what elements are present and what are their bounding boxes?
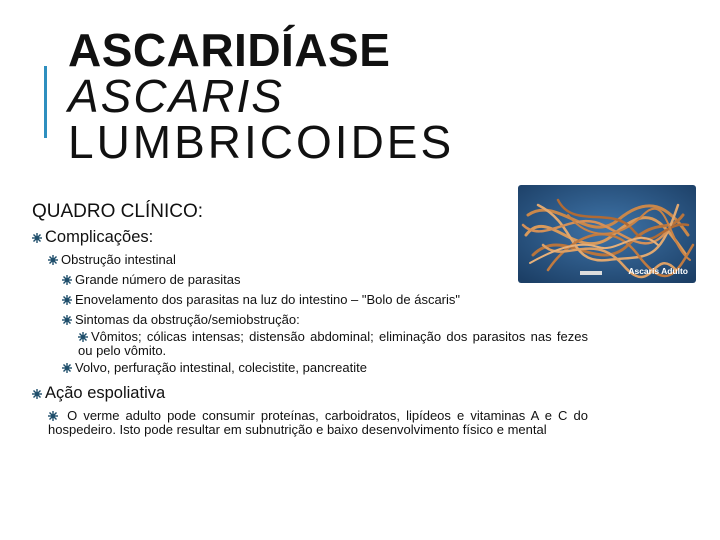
- list-item: [32, 380, 592, 406]
- list-item: [48, 250, 592, 270]
- list-item: [48, 409, 588, 437]
- bullet-star-icon: [62, 315, 72, 325]
- title-species: LUMBRICOIDES: [68, 116, 455, 168]
- list-item: [62, 270, 592, 290]
- slide-title: [68, 26, 454, 166]
- list-item: [32, 224, 592, 250]
- accent-bar: [44, 66, 47, 138]
- bullet-list: [32, 224, 592, 437]
- bullet-star-icon: [62, 363, 72, 373]
- title-main: ASCARIDÍASE: [68, 24, 391, 76]
- list-item: [62, 358, 592, 378]
- bullet-star-icon: [48, 411, 58, 421]
- list-item: [62, 290, 592, 310]
- photo-caption: Ascaris Adulto: [628, 266, 688, 276]
- bullet-star-icon: [48, 255, 58, 265]
- list-item-text: Enovelamento dos parasitas na luz do intestino – "Bolo de áscaris": [75, 292, 461, 307]
- slide-content: [32, 200, 592, 437]
- bullet-star-icon: [32, 233, 42, 243]
- bullet-star-icon: [78, 332, 88, 342]
- list-item-text: Sintomas da obstrução/semiobstrução:: [75, 312, 300, 327]
- bullet-star-icon: [62, 295, 72, 305]
- list-item-text: Volvo, perfuração intestinal, colecistite, pancreatite: [75, 360, 367, 375]
- section-heading: QUADRO CLÍNICO:: [32, 201, 204, 222]
- list-item-text: Ação espoliativa: [45, 384, 166, 402]
- list-item-text: Complicações:: [45, 228, 154, 246]
- title-genus: ASCARIS: [68, 70, 284, 122]
- list-item: [62, 310, 592, 330]
- list-item-text: Vômitos; cólicas intensas; distensão abdominal; eliminação dos parasitos nas fezes ou pelo vômito.: [78, 329, 588, 358]
- list-item-text: Grande número de parasitas: [75, 272, 241, 287]
- bullet-star-icon: [62, 275, 72, 285]
- bullet-star-icon: [32, 389, 42, 399]
- list-item: [78, 330, 588, 358]
- list-item-text: O verme adulto pode consumir proteínas, carboidratos, lipídeos e vitaminas A e C do hospedeiro. Isto pode resultar em subnutrição e baixo desenvolvimento físico e mental: [48, 408, 588, 437]
- list-item-text: Obstrução intestinal: [61, 252, 176, 267]
